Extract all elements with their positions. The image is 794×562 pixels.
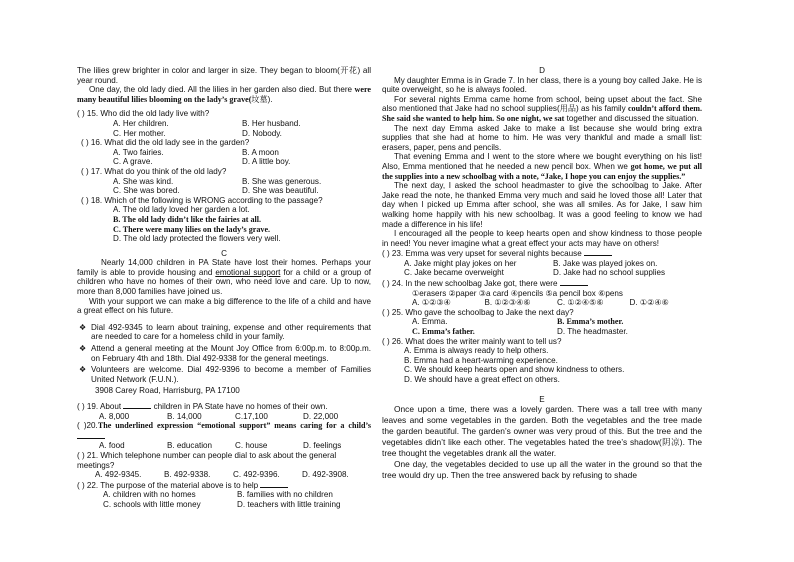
intro-p2-plain: One day, the old lady died. All the lilies in her garden also died. But there: [89, 85, 355, 95]
intro-paragraph-1: The lilies grew brighter in color and larger in size. They began to bloom(开花) all year round.: [77, 66, 371, 85]
option-c[interactable]: C. ①②④⑤⑥: [557, 298, 604, 308]
address: 3908 Carey Road, Harrisburg, PA 17100: [95, 386, 240, 396]
question-25: [382, 308, 702, 337]
option-a[interactable]: A. Two fairies.: [113, 147, 164, 157]
question-26: [382, 337, 702, 385]
answer-blank: [560, 278, 588, 286]
answer-blank: [584, 248, 612, 256]
option-b[interactable]: B. Her husband.: [242, 118, 301, 128]
question-stem: ( )20.The underlined expression “emotional support” means caring for a child’s: [77, 421, 371, 441]
diamond-bullet-icon: ❖: [79, 365, 87, 375]
info-bullet-list: [77, 323, 371, 385]
question-23: [382, 248, 702, 278]
option-b[interactable]: B. 492-9338.: [164, 470, 211, 480]
option-c[interactable]: C. We should keep hearts open and show kindness to others.: [404, 365, 625, 375]
section-c-paragraph-2: With your support we can make a big difference to the life of a child and have a great effect on his future.: [77, 296, 371, 316]
diamond-bullet-icon: ❖: [79, 322, 87, 332]
option-b[interactable]: B. A moon: [242, 147, 279, 157]
question-19: [77, 401, 371, 421]
option-d[interactable]: D. teachers with little training: [237, 499, 341, 509]
section-d-paragraph-4: That evening Emma and I went to the store where we bought everything on his list! Also, Emma mentioned that he needed a new pencil box. When we got home, we put all the supplies into a new schoolbag with a note, “Jake, I hope you can enjoy the supplies.”: [382, 152, 702, 181]
option-b[interactable]: B. The old lady didn’t like the fairies at all.: [113, 214, 262, 224]
option-b[interactable]: B. 14,000: [167, 411, 202, 421]
option-d[interactable]: D. Jake had no school supplies: [553, 268, 666, 278]
question-stem: ( ) 22. The purpose of the material above is to help: [77, 480, 371, 491]
option-b[interactable]: B. Emma had a heart-warming experience.: [404, 355, 558, 365]
option-b[interactable]: B. ①②③④⑥: [484, 298, 531, 308]
option-b[interactable]: B. education: [167, 441, 212, 451]
option-d[interactable]: D. The old lady protected the flowers very well.: [113, 234, 281, 244]
option-c[interactable]: C. 492-9396.: [233, 470, 280, 480]
item-list: ①erasers ②paper ③a card ④pencils ⑤a pencil box ⑥pens: [412, 288, 623, 298]
question-24: [382, 278, 702, 308]
option-c[interactable]: C. Jake became overweight: [404, 268, 504, 278]
bullet-item: ❖ Volunteers are welcome. Dial 492-9396 to become a member of Families United Network (F.U.N.).: [79, 365, 371, 384]
question-stem: ( ) 26. What does the writer mainly want to tell us?: [382, 336, 562, 346]
answer-blank: [260, 480, 288, 488]
bullet-item: ❖ Dial 492-9345 to learn about training, expense and other requirements that are needed to care for a homeless child in your family.: [79, 322, 371, 342]
section-d-paragraph-6: I encouraged all the people to keep hearts open and show kindness to those people in need! You never imagine what a great effect your acts may have on others!: [382, 229, 702, 248]
option-d[interactable]: D. 22,000: [303, 411, 339, 421]
question-16: [77, 138, 371, 167]
question-stem: ( ) 23. Emma was very upset for several nights because: [382, 248, 702, 259]
intro-p2-bold: were many beautiful lilies blooming on the lady’s grave(: [77, 85, 371, 104]
question-stem: ( ) 15. Who did the old lady live with?: [77, 109, 210, 119]
option-b[interactable]: B. families with no children: [237, 490, 333, 500]
question-stem: ( ) 24. In the new schoolbag Jake got, there were: [382, 278, 702, 289]
option-c[interactable]: C. house: [235, 441, 268, 451]
intro-paragraph-2: [77, 85, 371, 104]
question-stem: ( ) 18. Which of the following is WRONG according to the passage?: [81, 195, 323, 205]
option-a[interactable]: A. ①②③④: [412, 298, 451, 308]
question-17: [77, 167, 371, 196]
question-15: [77, 109, 371, 138]
option-c[interactable]: C. schools with little money: [103, 499, 201, 509]
section-c-heading: C: [221, 248, 227, 258]
c-p1-text: Nearly 14,000 children in PA State have lost their homes. Perhaps your family is able to provide housing and: [77, 258, 371, 277]
question-stem: ( ) 25. Who gave the schoolbag to Jake the next day?: [382, 307, 574, 317]
question-22: [77, 480, 371, 510]
intro-p2-end: 坟墓).: [251, 94, 273, 104]
option-c[interactable]: C. A grave.: [113, 157, 153, 167]
section-d-heading: D: [539, 66, 545, 75]
option-d[interactable]: D. The headmaster.: [557, 327, 628, 337]
section-d-paragraph-2: For several nights Emma came home from school, being upset about the fact. She also mentioned that Jake had no school supplies(用品) as his family couldn’t afford them. She said she wanted to help him. So one night, we sat together and discussed the situation.: [382, 94, 703, 123]
option-d[interactable]: D. feelings: [303, 441, 342, 451]
section-d-paragraph-3: The next day Emma asked Jake to make a list because she would bring extra supplies that she had at home to him. He was very thankful and made a small list: erasers, paper, pens and pencils.: [382, 123, 702, 152]
right-column: [382, 66, 702, 481]
question-stem: ( ) 17. What do you think of the old lady?: [81, 166, 227, 176]
question-18: [77, 196, 371, 244]
answer-blank: [123, 401, 151, 409]
section-d-paragraph-1: My daughter Emma is in Grade 7. In her class, there is a young boy called Jake. He is quite overweight, so he is always fooled.: [382, 75, 702, 95]
option-c[interactable]: C.17,100: [235, 411, 268, 421]
option-a[interactable]: A. 492-9345.: [95, 470, 142, 480]
question-stem: ( ) 19. About children in PA State have no homes of their own.: [77, 402, 328, 411]
question-21: [77, 451, 371, 480]
option-d[interactable]: D. A little boy.: [242, 157, 291, 167]
option-c[interactable]: C. There were many lilies on the lady’s grave.: [113, 224, 271, 234]
option-a[interactable]: A. The old lady loved her garden a lot.: [113, 205, 250, 215]
option-a[interactable]: A. She was kind.: [113, 176, 174, 186]
question-stem: ( ) 16. What did the old lady see in the garden?: [81, 138, 250, 148]
bullet-item: ❖ Attend a general meeting at the Mount Joy Office from 6:00p.m. to 8:00p.m. on February 4th and 18th. Dial 492-9338 for the general meetings.: [79, 344, 371, 363]
question-stem: ( ) 21. Which telephone number can people dial to ask about the general meetings?: [77, 450, 337, 470]
option-d[interactable]: D. Nobody.: [242, 128, 282, 138]
option-d[interactable]: D. She was beautiful.: [242, 186, 319, 196]
option-d[interactable]: D. 492-3908.: [302, 470, 349, 480]
option-c[interactable]: C. She was bored.: [113, 186, 180, 196]
option-c[interactable]: C. Emma’s father.: [412, 327, 475, 337]
underlined-expression: emotional support: [215, 267, 281, 277]
section-e-heading: E: [539, 394, 545, 404]
option-b[interactable]: B. Jake was played jokes on.: [553, 258, 658, 268]
option-a[interactable]: A. Emma is always ready to help others.: [404, 346, 549, 356]
left-column: [77, 66, 371, 510]
option-b[interactable]: B. She was generous.: [242, 176, 322, 186]
option-a[interactable]: A. 8,000: [99, 411, 130, 421]
section-c-paragraph-1: [77, 258, 371, 296]
option-a[interactable]: A. Her children.: [113, 118, 169, 128]
option-a[interactable]: A. food: [99, 441, 125, 451]
option-a[interactable]: A. Emma.: [412, 317, 448, 327]
c-p1-text-end: for a child or a group of children who have no homes of their own, who need love and care. Up to now, more than 8,000 families have joined us.: [77, 267, 371, 297]
option-a[interactable]: A. children with no homes: [103, 490, 196, 500]
section-e-paragraph-1: Once upon a time, there was a lovely garden. There was a tall tree with many leaves and some vegetables in the garden. Both the vegetables and the tree made the garden beautiful. The garden’s owner was very proud of this. But the tree and the vegetables didn’t like each other. The vegetables hated the tree’s shadow(阴凉). The tree thought the vegetables drank all the water.: [382, 404, 702, 459]
diamond-bullet-icon: ❖: [79, 344, 87, 354]
option-d[interactable]: D. We should have a great effect on others.: [404, 375, 560, 384]
option-b[interactable]: B. Emma’s mother.: [557, 317, 624, 327]
section-d-paragraph-5: The next day, I asked the school headmaster to give the schoolbag to Jake. After Jake read the note, he thanked Emma very much and said he loved those all! Later that day when I picked up Emma after school, she was all smiles. As for Jake, I saw him walking home happily with his new schoolbag. It was a good feeling to know we had made a difference in his life!: [382, 181, 702, 229]
option-a[interactable]: A. Jake might play jokes on her: [404, 258, 517, 268]
option-c[interactable]: C. Her mother.: [113, 128, 166, 138]
section-e-paragraph-2: One day, the vegetables decided to use up all the water in the ground so that the tree would dry up. Then the tree answered back by refusing to shade: [382, 459, 702, 481]
option-d[interactable]: D. ①②④⑥: [629, 298, 669, 308]
question-20: [77, 421, 371, 451]
answer-blank: [77, 431, 105, 439]
